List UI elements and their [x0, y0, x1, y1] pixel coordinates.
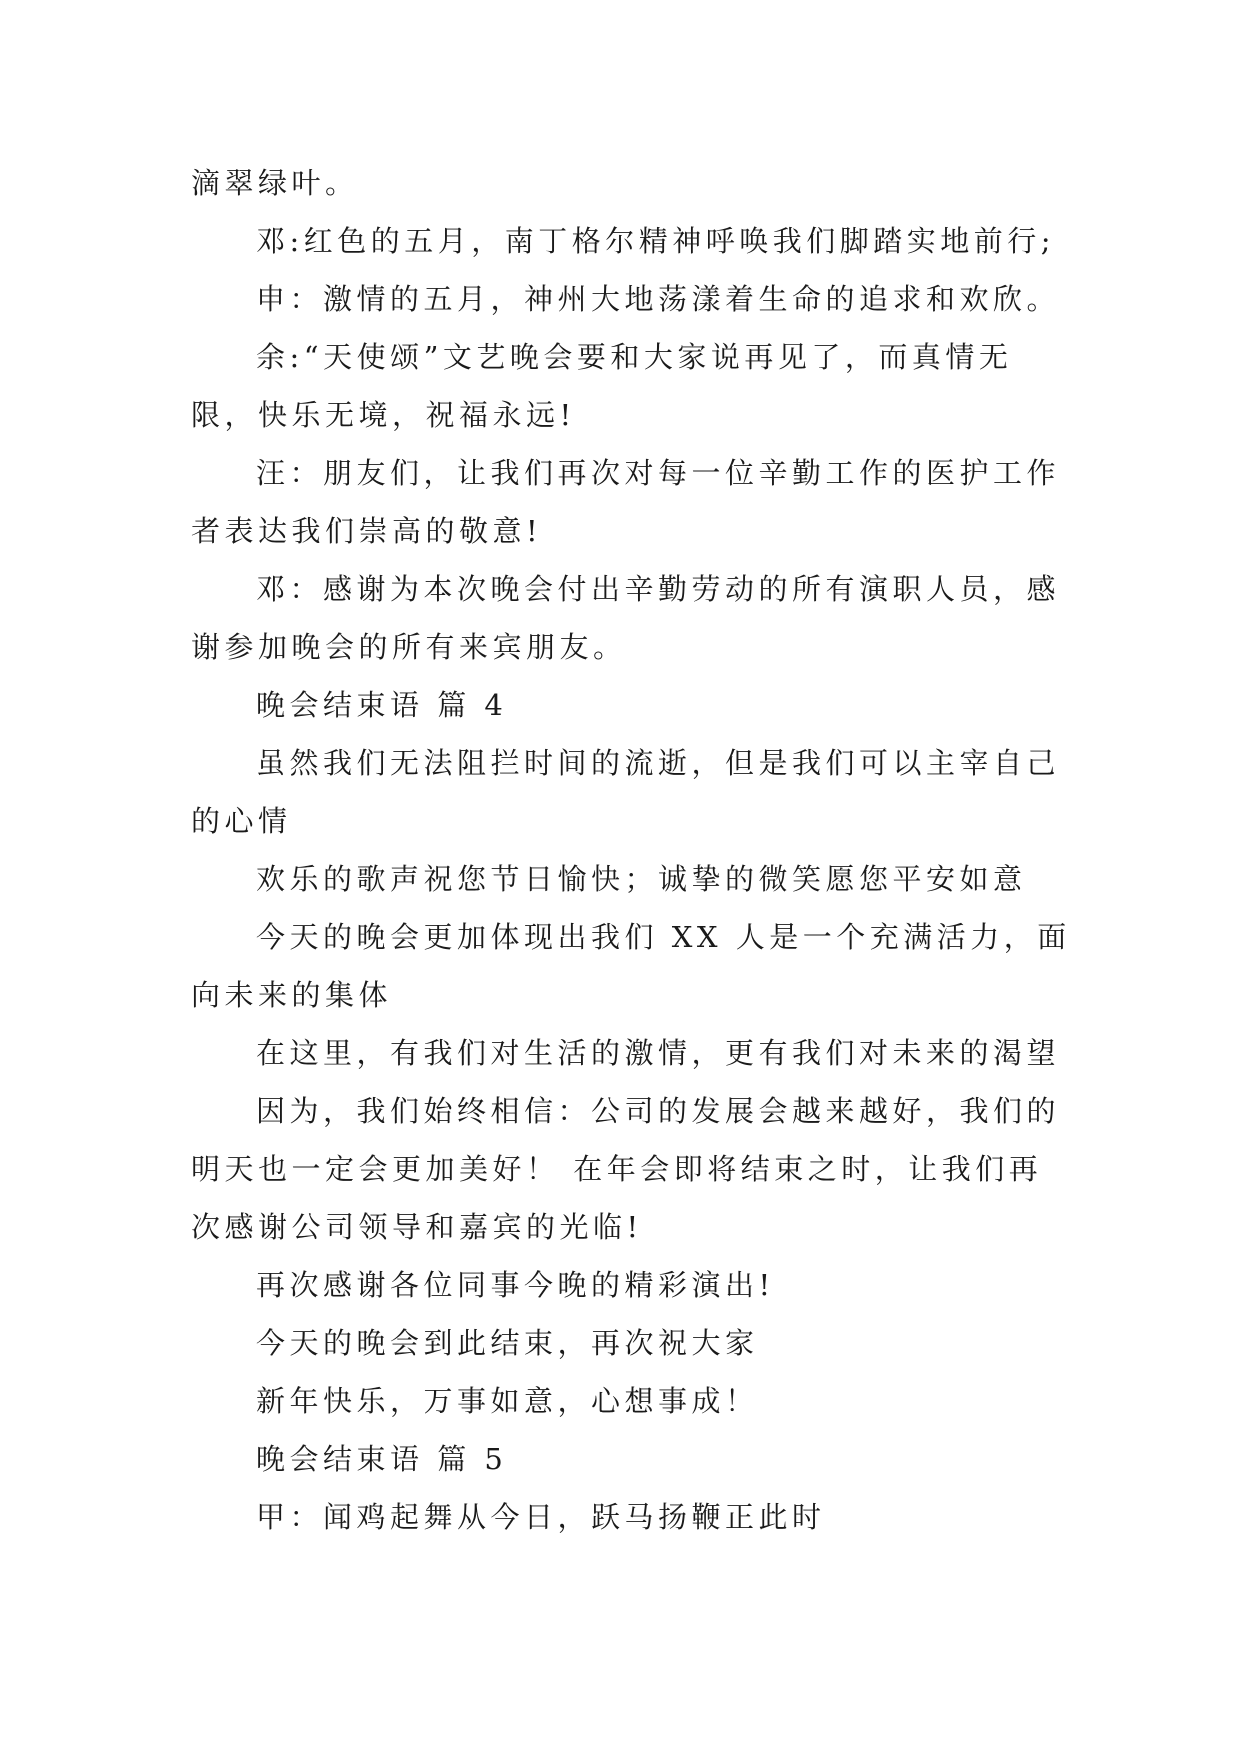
text-line: 在这里，有我们对生活的激情，更有我们对未来的渴望 — [256, 1036, 1061, 1070]
text-line: 虽然我们无法阻拦时间的流逝，但是我们可以主宰自己 — [256, 746, 1061, 780]
text-line: 谢参加晚会的所有来宾朋友。 — [191, 630, 627, 664]
text-line: 今天的晚会更加体现出我们 XX 人是一个充满活力，面 — [256, 920, 1071, 954]
text-line: 申：激情的五月，神州大地荡漾着生命的追求和欢欣。 — [256, 282, 1061, 316]
text-line: 限，快乐无境，祝福永远! — [191, 398, 576, 432]
text-line: 新年快乐，万事如意，心想事成！ — [256, 1384, 759, 1418]
text-line: 甲：闻鸡起舞从今日，跃马扬鞭正此时 — [256, 1500, 826, 1534]
section-heading: 晚会结束语 篇 5 — [256, 1442, 508, 1476]
text-line: 因为，我们始终相信：公司的发展会越来越好，我们的 — [256, 1094, 1061, 1128]
text-line: 今天的晚会到此结束，再次祝大家 — [256, 1326, 759, 1360]
text-line: 向未来的集体 — [191, 978, 393, 1012]
text-line: 者表达我们崇高的敬意! — [191, 514, 543, 548]
text-line: 再次感谢各位同事今晚的精彩演出! — [256, 1268, 775, 1302]
text-line: 汪：朋友们，让我们再次对每一位辛勤工作的医护工作 — [256, 456, 1061, 490]
text-line: 欢乐的歌声祝您节日愉快；诚挚的微笑愿您平安如意 — [256, 862, 1027, 896]
text-line: 余:“天使颂”文艺晚会要和大家说再见了，而真情无 — [256, 340, 1013, 374]
text-line: 明天也一定会更加美好！ 在年会即将结束之时，让我们再 — [191, 1152, 1043, 1186]
section-heading: 晚会结束语 篇 4 — [256, 688, 508, 722]
text-line: 滴翠绿叶。 — [191, 166, 359, 200]
text-line: 邓:红色的五月，南丁格尔精神呼唤我们脚踏实地前行; — [256, 224, 1056, 258]
text-line: 邓：感谢为本次晚会付出辛勤劳动的所有演职人员，感 — [256, 572, 1061, 606]
text-line: 次感谢公司领导和嘉宾的光临! — [191, 1210, 643, 1244]
text-line: 的心情 — [191, 804, 292, 838]
